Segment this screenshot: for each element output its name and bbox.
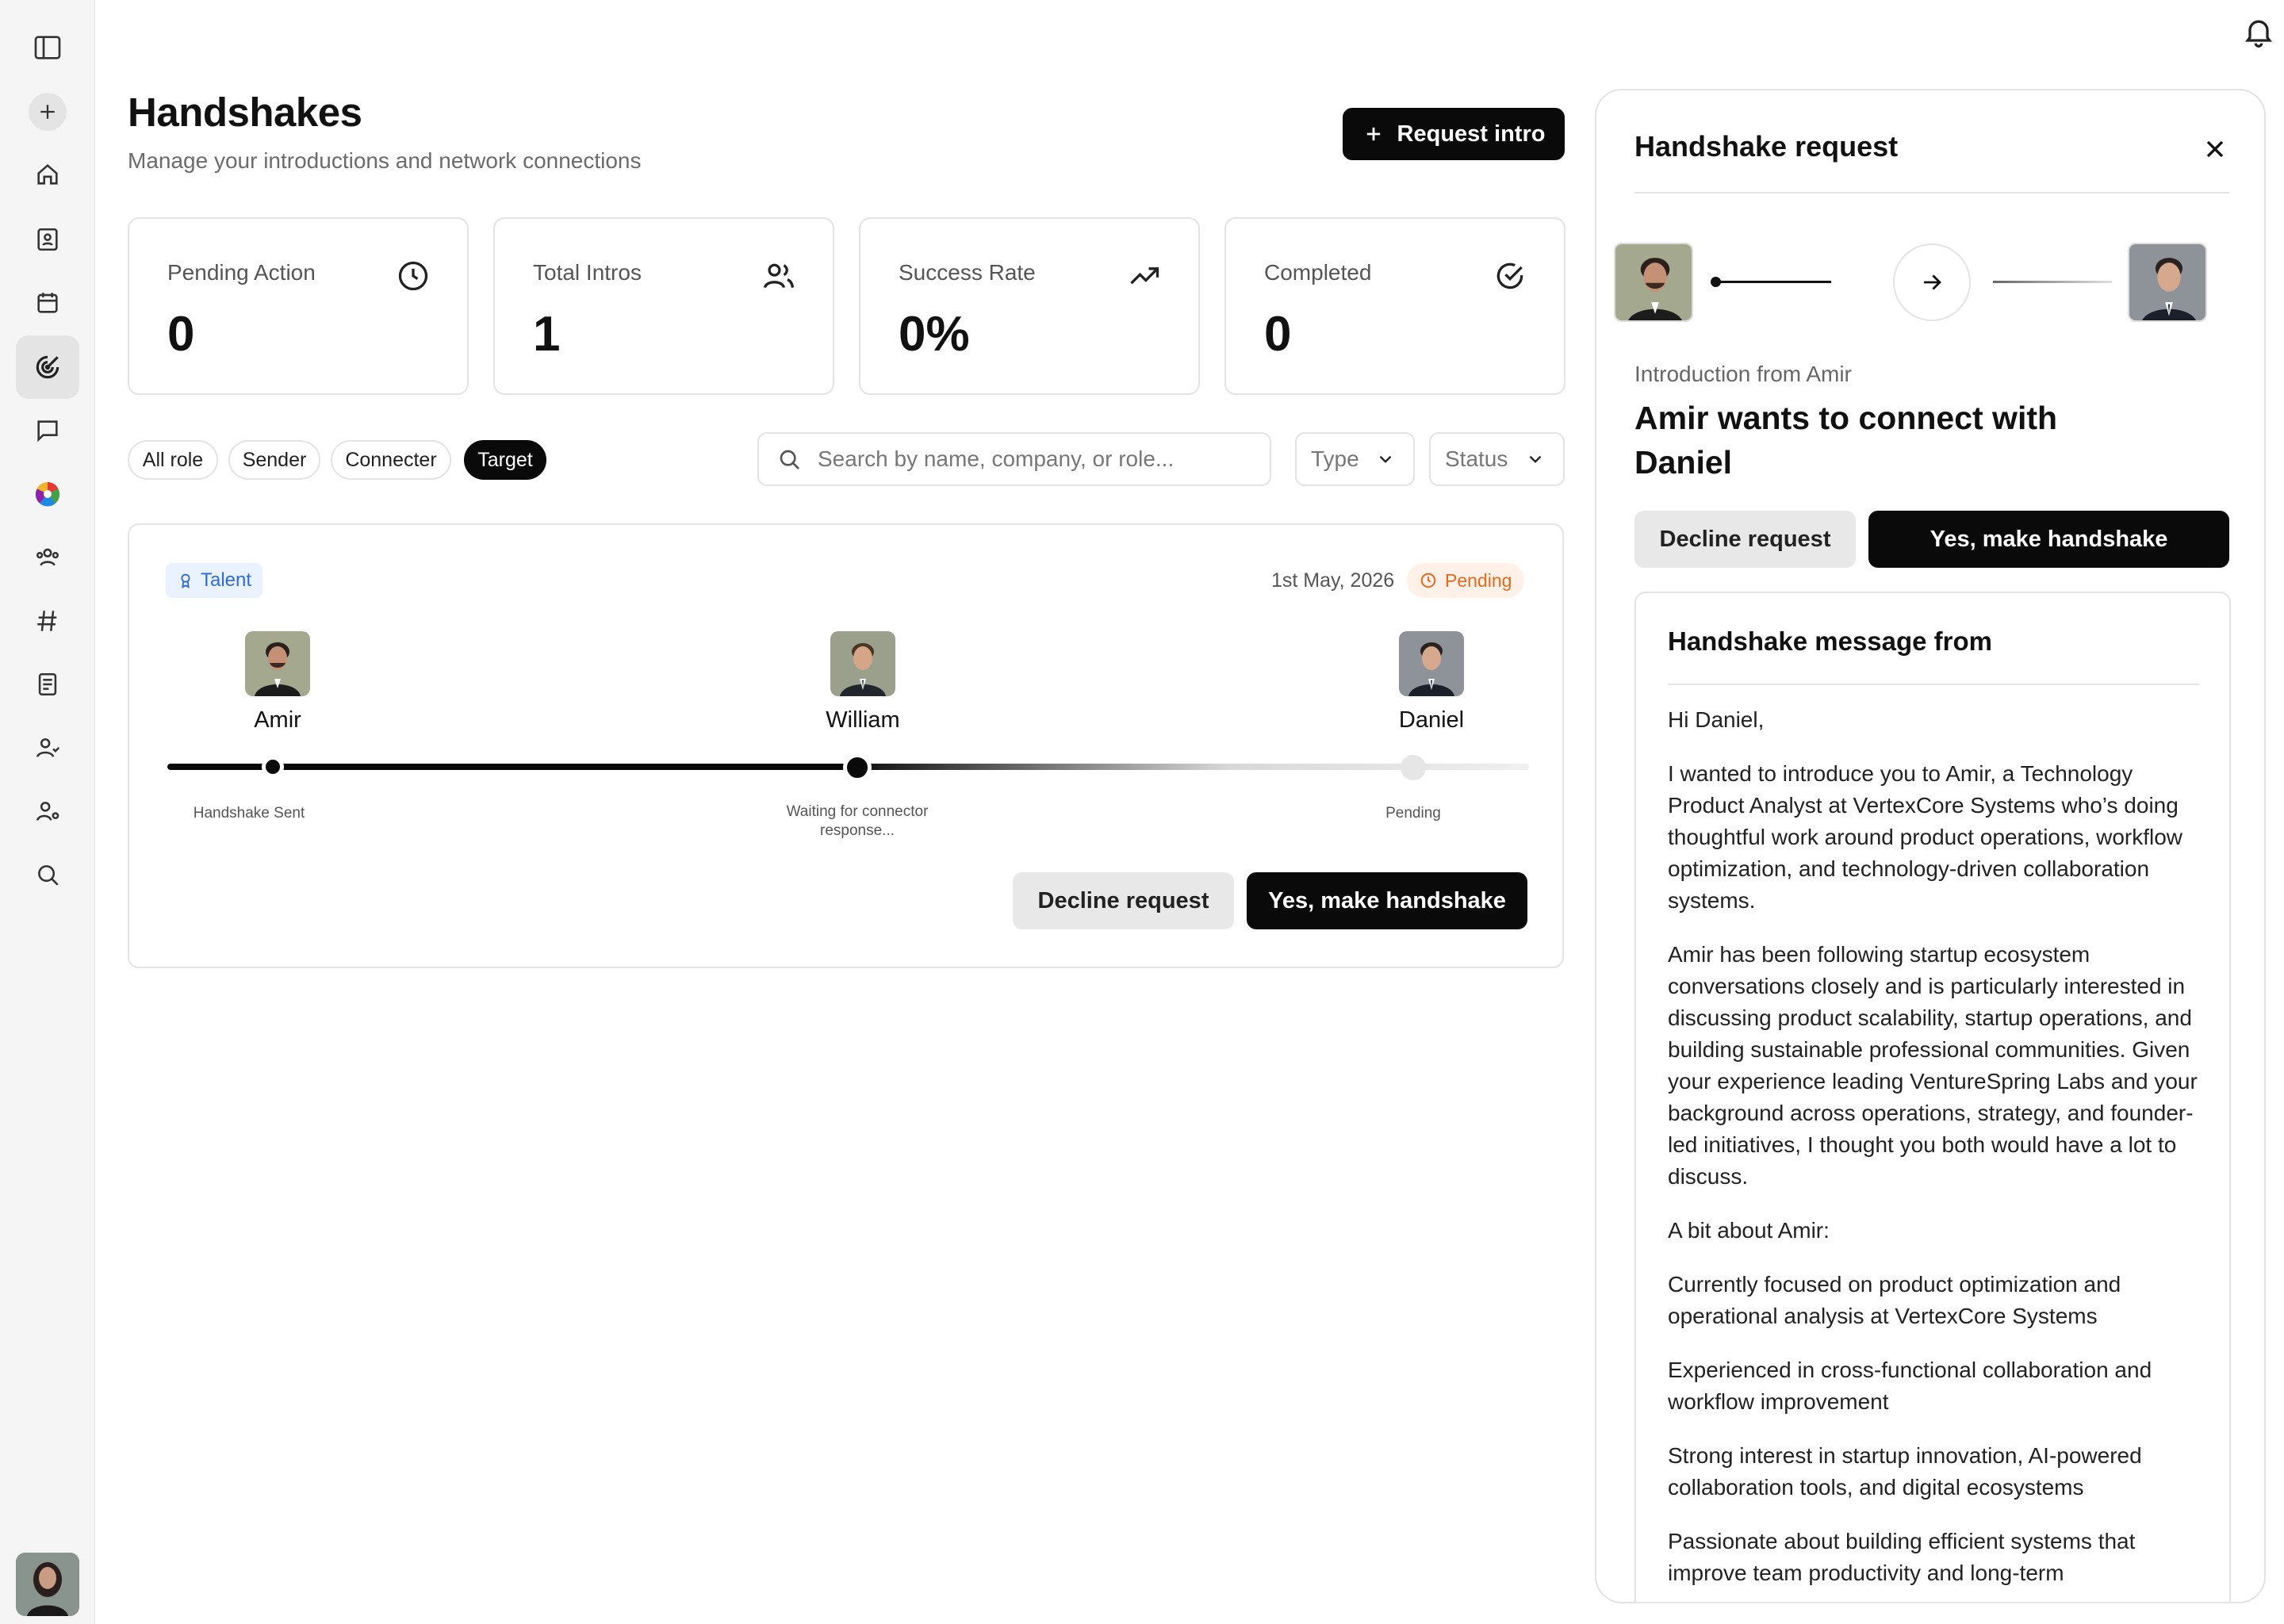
handshake-card[interactable] [128, 523, 1564, 968]
message-card [1634, 592, 2231, 1603]
chevron-down-icon [1525, 449, 1546, 469]
divider [1668, 684, 2199, 685]
request-intro-label: Request intro [1397, 121, 1546, 147]
flow-line [1993, 281, 2112, 283]
stat-value: 1 [533, 307, 561, 362]
arrow-right-icon [1893, 243, 1971, 321]
users-icon [761, 259, 796, 293]
clock-icon [396, 259, 431, 293]
step-label: Pending [1385, 805, 1441, 822]
sender-avatar [1614, 243, 1693, 322]
handshakes-icon[interactable] [16, 335, 79, 399]
step-label: Handshake Sent [193, 805, 305, 822]
people-settings-icon[interactable] [16, 779, 79, 843]
decline-request-button[interactable]: Decline request [1013, 872, 1234, 929]
step-node-sent [262, 756, 284, 778]
talent-label: Talent [201, 569, 252, 591]
avatar [245, 631, 310, 696]
talent-badge [166, 563, 263, 598]
stat-value: 0% [899, 307, 970, 362]
person-name: William [826, 707, 900, 733]
target-avatar [2128, 243, 2207, 322]
status-label: Pending [1445, 569, 1512, 591]
role-chip-connecter[interactable]: Connecter [331, 440, 451, 480]
status-dropdown-label: Status [1445, 446, 1508, 471]
message-paragraph: A bit about Amir: [1668, 1218, 1830, 1243]
person-name: Daniel [1398, 707, 1465, 733]
messages-icon[interactable] [16, 399, 79, 462]
role-chip-all[interactable]: All role [128, 440, 218, 480]
make-handshake-button[interactable]: Yes, make handshake [1247, 872, 1527, 929]
type-dropdown[interactable] [1295, 432, 1415, 486]
page-subtitle: Manage your introductions and network connections [128, 148, 642, 173]
apps-icon[interactable] [16, 462, 79, 526]
person-connector [807, 631, 918, 733]
message-paragraph: Hi Daniel, [1668, 707, 1765, 732]
role-chip-sender[interactable]: Sender [228, 440, 320, 480]
handshake-request-panel [1595, 89, 2266, 1603]
stat-pending-action [128, 217, 469, 395]
search-input[interactable] [816, 446, 1260, 473]
sidebar [0, 0, 95, 1624]
stat-value: 0 [167, 307, 195, 362]
stat-total-intros [493, 217, 834, 395]
message-paragraph: Passionate about building efficient systems that improve team productivity and long-term [1668, 1529, 2136, 1585]
clock-icon [1420, 572, 1437, 589]
step-label: Waiting for connector response... [786, 803, 929, 839]
avatar [1399, 631, 1464, 696]
user-avatar[interactable] [16, 1553, 79, 1616]
message-body [1668, 704, 2207, 1603]
message-paragraph: I wanted to introduce you to Amir, a Technology Product Analyst at VertexCore Systems who’s doing thoughtful work around product operations, workflow optimization, and technology-driven collaboration systems. [1668, 761, 2183, 913]
plus-icon [1362, 123, 1385, 145]
award-icon [177, 572, 194, 589]
notes-icon[interactable] [16, 653, 79, 716]
page-title: Handshakes [128, 90, 362, 135]
person-sender [222, 631, 333, 733]
message-paragraph: Amir has been following startup ecosystem conversations closely and is particularly interested in discussing product scalability, startup operations, and building sustainable professional communities. Given your experience leading VentureSpring Labs and your background across operations, strategy, and founder-led initiatives, I thought you both would have a lot to discuss. [1668, 942, 2198, 1189]
stat-label: Pending Action [167, 260, 316, 285]
intro-headline: Amir wants to connect with Daniel [1634, 400, 2058, 481]
stat-label: Completed [1264, 260, 1372, 285]
divider [1634, 192, 2229, 193]
community-icon[interactable] [16, 526, 79, 589]
stat-success-rate [859, 217, 1200, 395]
flow-line [1715, 281, 1831, 283]
stat-label: Success Rate [899, 260, 1036, 285]
message-paragraph: Strong interest in startup innovation, AI-powered collaboration tools, and digital ecosystems [1668, 1443, 2142, 1500]
intro-from: Introduction from Amir [1634, 362, 1852, 386]
person-target [1376, 631, 1487, 733]
panel-accept-button[interactable]: Yes, make handshake [1868, 511, 2229, 568]
message-title: Handshake message from [1668, 626, 1993, 656]
avatar [830, 631, 895, 696]
chevron-down-icon [1375, 449, 1396, 469]
search-icon[interactable] [16, 843, 79, 906]
request-intro-button[interactable] [1343, 108, 1565, 160]
status-dropdown[interactable] [1429, 432, 1565, 486]
stat-value: 0 [1264, 307, 1292, 362]
close-icon[interactable] [2201, 135, 2229, 163]
person-name: Amir [254, 707, 301, 733]
check-circle-icon [1493, 259, 1527, 293]
status-badge [1407, 563, 1524, 598]
channels-icon[interactable] [16, 589, 79, 653]
step-node-pending [1401, 755, 1426, 780]
calendar-icon[interactable] [16, 271, 79, 335]
contacts-icon[interactable] [16, 208, 79, 271]
sidebar-toggle-icon[interactable] [16, 16, 79, 79]
search-icon [776, 446, 802, 472]
role-chip-target[interactable]: Target [464, 440, 546, 480]
bell-icon[interactable] [2241, 14, 2276, 49]
type-dropdown-label: Type [1311, 446, 1359, 471]
stat-label: Total Intros [533, 260, 642, 285]
panel-decline-button[interactable]: Decline request [1634, 511, 1856, 568]
trend-up-icon [1127, 259, 1162, 293]
new-button[interactable] [16, 80, 79, 144]
home-icon[interactable] [16, 143, 79, 206]
stat-completed [1224, 217, 1565, 395]
step-node-waiting [843, 753, 872, 782]
message-paragraph: Currently focused on product optimization and operational analysis at VertexCore Systems [1668, 1272, 2121, 1328]
search-field[interactable] [757, 432, 1271, 486]
people-icon[interactable] [16, 716, 79, 779]
message-paragraph: Experienced in cross-functional collaboration and workflow improvement [1668, 1358, 2152, 1414]
panel-title: Handshake request [1634, 130, 1899, 163]
handshake-date: 1st May, 2026 [1271, 569, 1395, 592]
